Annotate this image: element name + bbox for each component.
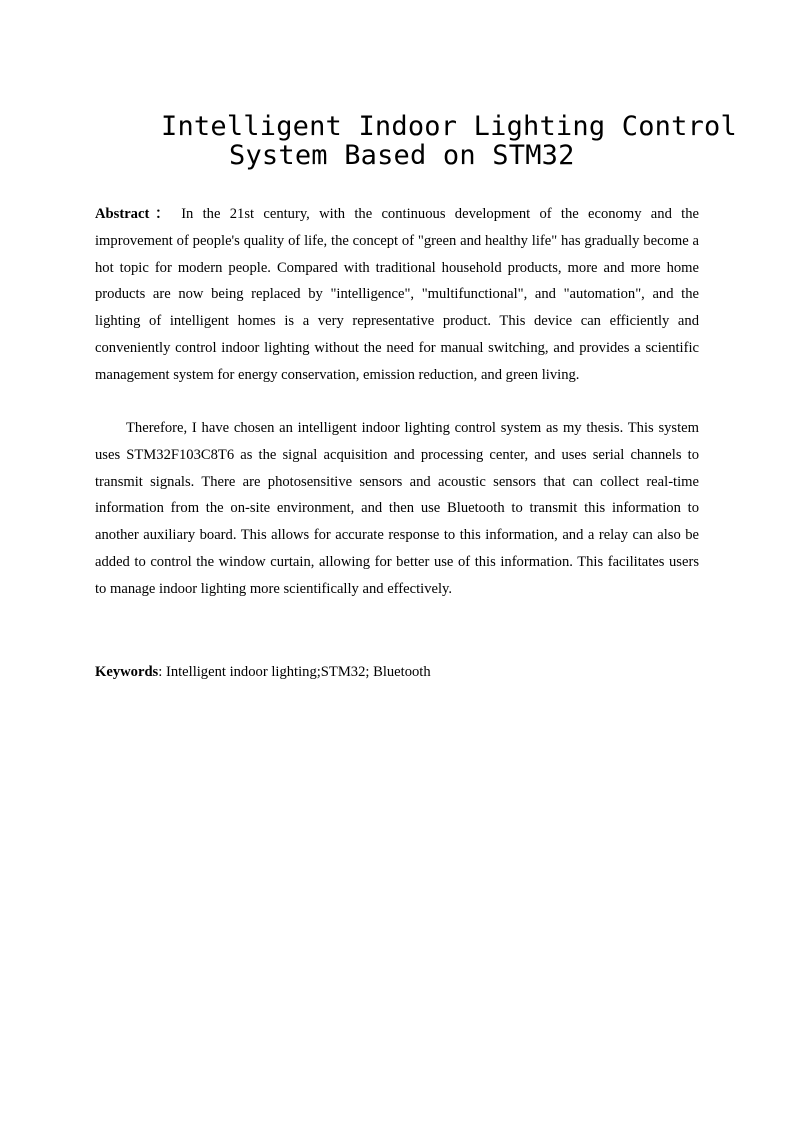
keywords-text: : Intelligent indoor lighting;STM32; Bluetooth — [158, 664, 431, 680]
abstract-text: In the 21st century, with the continuous development of the economy and the improvement of people's quality of life, the concept of "green and healthy life" has gradually become a hot topic for modern people. Compared with traditional household products, more and more home products are now being replaced by "intelligence", "multifunctional", and "automation", and the lighting of intelligent homes is a very representative product. This device can efficiently and conveniently control indoor lighting without the need for manual switching, and provides a scientific management system for energy conservation, emission reduction, and green living. — [95, 206, 699, 383]
abstract-label: Abstract — [95, 206, 150, 222]
abstract-second-paragraph: Therefore, I have chosen an intelligent indoor lighting control system as my thesis. This system uses STM32F103C8T6 as the signal acquisition and processing center, and uses serial channels to transmit signals. There are photosensitive sensors and acoustic sensors that can collect real-time information from the on-site environment, and then use Bluetooth to transmit this information to another auxiliary board. This allows for accurate response to this information, and a relay can also be added to control the window curtain, allowing for better use of this information. This facilitates users to manage indoor lighting more scientifically and effectively. — [95, 420, 699, 597]
paper-title-line-1: Intelligent Indoor Lighting Control — [161, 111, 737, 142]
abstract-paragraph — [95, 201, 699, 389]
abstract-colon: ： — [149, 206, 176, 222]
paper-title-line-2: System Based on STM32 — [229, 140, 575, 171]
keywords-line — [95, 659, 699, 686]
keywords-label: Keywords — [95, 664, 159, 680]
